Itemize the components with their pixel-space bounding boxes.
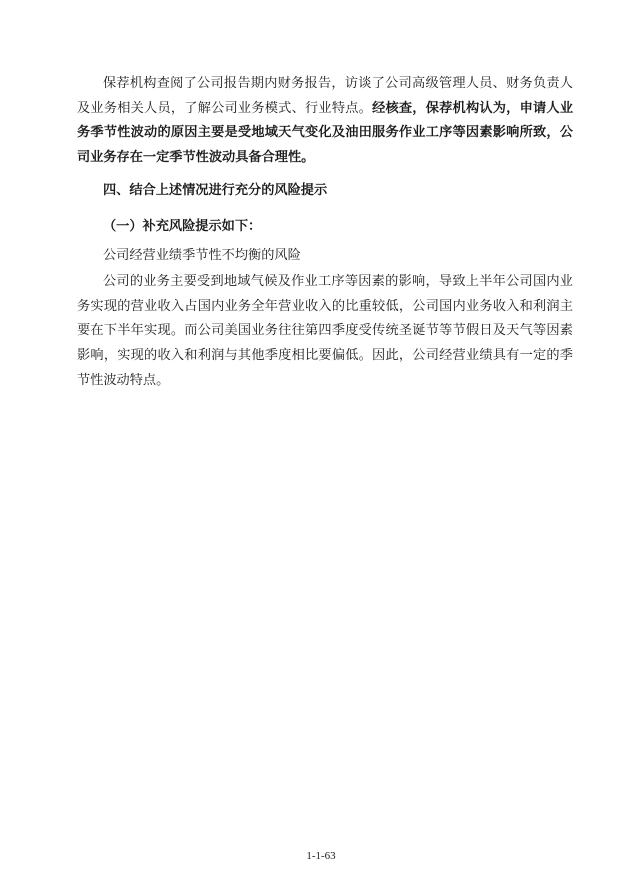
page-number: 1-1-63 xyxy=(306,850,336,862)
sub-heading: （一）补充风险提示如下： xyxy=(103,218,262,234)
section-heading: 四、结合上述情况进行充分的风险提示 xyxy=(103,183,328,199)
verification-paragraph xyxy=(77,72,573,170)
risk-title: 公司经营业绩季节性不均衡的风险 xyxy=(103,247,301,263)
verification-text: 保荐机构查阅了公司报告期内财务报告，访谈了公司高级管理人员、财务负责人及业务相关人员，了解公司业务模式、行业特点。 xyxy=(77,76,573,116)
verification-conclusion: 经核查，保荐机构认为，申请人业务季节性波动的原因主要是受地域天气变化及油田服务作业工序等因素影响所致，公司业务存在一定季节性波动具备合理性。 xyxy=(77,100,574,165)
page-content xyxy=(77,72,573,393)
risk-body-paragraph: 公司的业务主要受到地域气候及作业工序等因素的影响，导致上半年公司国内业务实现的营业收入占国内业务全年营业收入的比重较低，公司国内业务收入和利润主要在下半年实现。而公司美国业务往往第四季度受传统圣诞节等节假日及天气等因素影响，实现的收入和利润与其他季度相比要偏低。因此，公司经营业绩具有一定的季节性波动特点。 xyxy=(77,274,573,388)
